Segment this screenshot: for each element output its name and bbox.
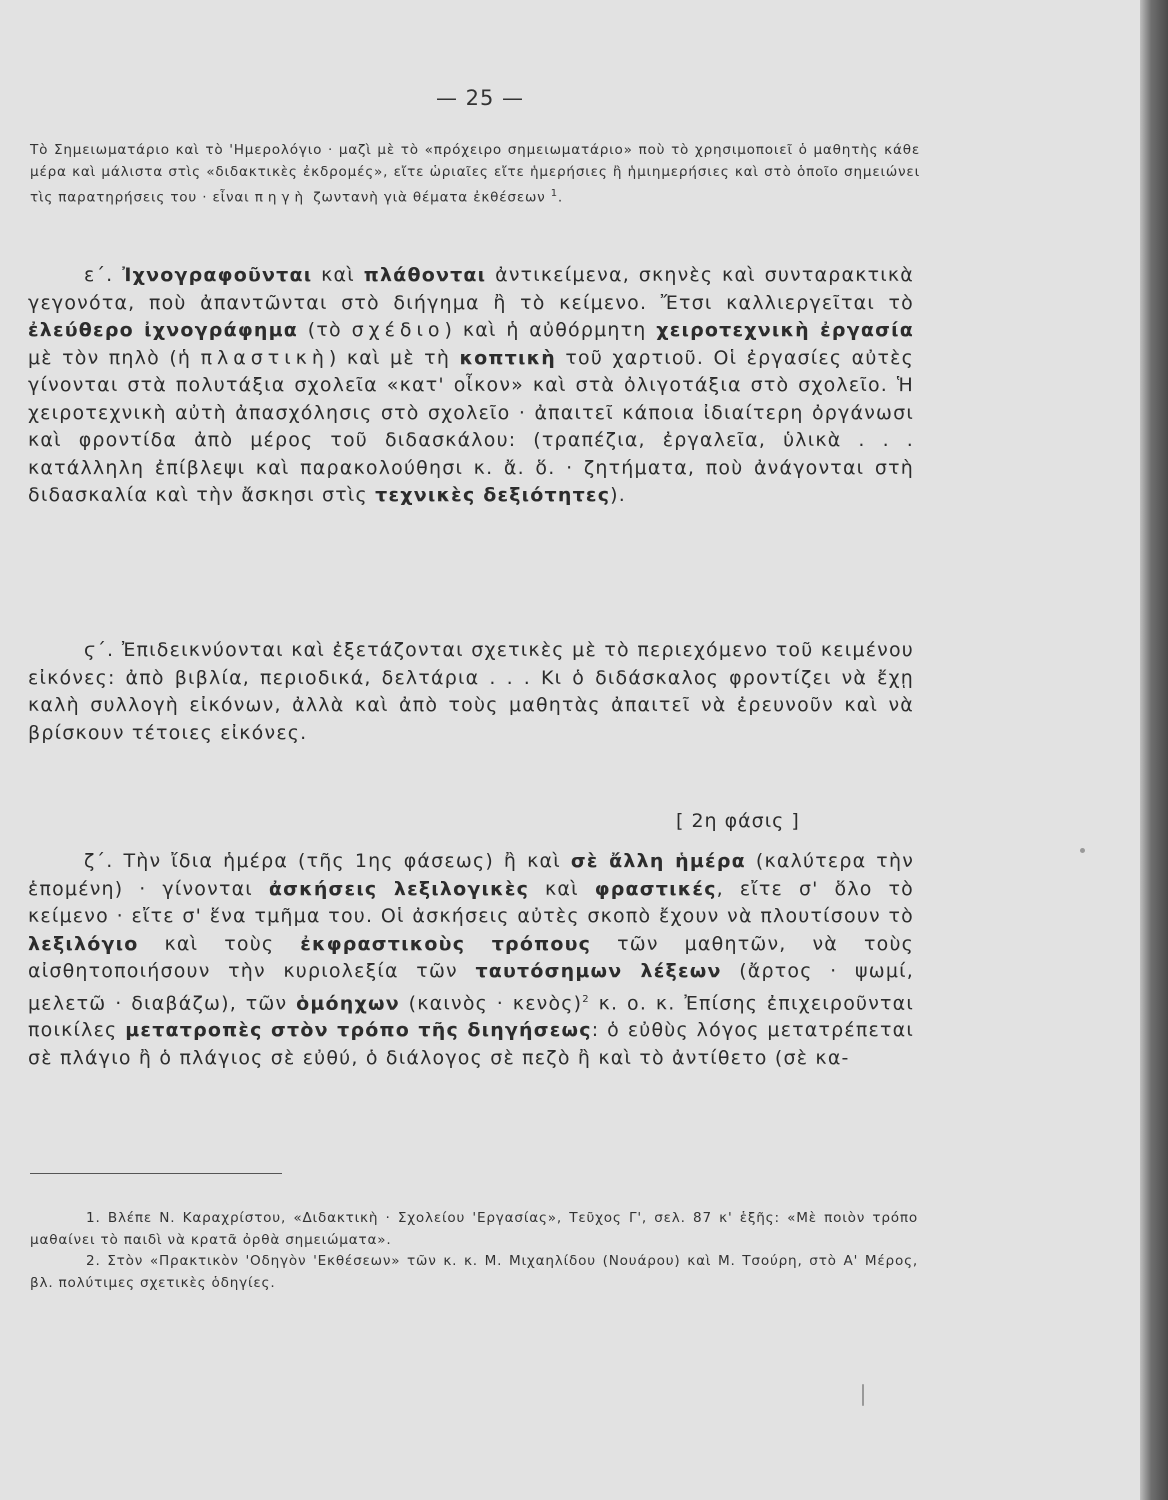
para-e-bold: χειροτεχνικὴ ἐργασία bbox=[656, 319, 914, 341]
para-z-text: τῶν μαθητῶν, νὰ τοὺς αἰσθητοποιήσουν τὴν κυριολεξία τῶν bbox=[28, 932, 914, 982]
para-z-text: : ὁ εὐθὺς λόγος μετατρέπεται σὲ πλάγιο ἢ ὁ πλάγιος σὲ εὐθύ, ὁ διάλογος σὲ πεζὸ ἢ καὶ τὸ ἀντίθετο (σὲ κα- bbox=[28, 1019, 914, 1069]
para-e-number: ε΄. bbox=[84, 264, 114, 286]
para-e-bold: τεχνικὲς δεξιότητες bbox=[375, 484, 611, 506]
para-z-text: καὶ τοὺς bbox=[164, 932, 275, 955]
para-e-bold: Ἰχνογραφοῦνται bbox=[122, 264, 313, 286]
intro-text-end: ζωντανὴ γιὰ θέματα ἐκθέσεων bbox=[313, 189, 546, 206]
para-e-bold: κοπτικὴ bbox=[459, 346, 556, 369]
footnote-ref-1: 1 bbox=[550, 188, 558, 199]
para-e-bold: ἐλεύθερο ἰχνογράφημα bbox=[28, 319, 299, 341]
para-z-text: , εἴτε σ' ὅλο τὸ κείμενο · εἴτε σ' ἕνα τμῆμα του. Οἱ ἀσκήσεις αὐτὲς σκοπὸ ἔχουν νὰ πλουτίσουν τὸ bbox=[28, 877, 914, 927]
para-e-text: καὶ bbox=[321, 264, 355, 286]
para-z-text: (ἄρτος · ψωμί, μελετῶ · διαβάζω), τῶν bbox=[28, 960, 914, 1014]
para-z-bold: σὲ ἄλλη ἡμέρα bbox=[570, 850, 746, 872]
para-z-text: Τὴν ἴδια ἡμέρα (τῆς 1ης φάσεως) ἢ καὶ bbox=[123, 850, 561, 872]
para-z-bold: ἀσκήσεις λεξιλογικὲς bbox=[268, 877, 530, 900]
footnote-2 bbox=[30, 1251, 918, 1294]
paper-mark bbox=[862, 1384, 864, 1406]
intro-paragraph: Τὸ Σημειωματάριο καὶ τὸ 'Ημερολόγιο · μαζὶ μὲ τὸ «πρόχειρο σημειωματάριο» ποὺ τὸ χρησιμοποιεῖ ὁ μαθητὴς κάθε μέρα καὶ μάλιστα στὶς «διδακτικὲς ἐκδρομές», εἴτε ὡριαῖες εἴτε ἡμερήσιες ἢ ἡμιημερήσιες καὶ στὸ ὁποῖο σημειώνει τὶς παρατηρήσεις του · εἶναι πηγὴ ζωντανὴ γιὰ θέματα ἐκθέσεων $^1$. bbox=[30, 142, 920, 206]
para-e-text: τοῦ χαρτιοῦ. Οἱ ἐργασίες αὐτὲς γίνονται στὰ πολυτάξια σχολεῖα «κατ' οἶκον» καὶ στὰ ὀλιγοτάξια στὸ σχολεῖο. Ἡ χειροτεχνικὴ αὐτὴ ἀπασχόλησις στὸ σχολεῖο · ἀπαιτεῖ κάποια ἰδιαίτερη ὀργάνωσι καὶ φροντίδα ἀπὸ μέρος τοῦ διδασκάλου: (τραπέζια, ἐργαλεῖα, ὑλικὰ . . . κατάλληλη ἐπίβλεψι καὶ παρακολούθησι κ. ἄ. ὅ. · ζητήματα, ποὺ ἀνάγονται στὴ διδασκαλία καὶ τὴν ἄσκησι στὶς bbox=[28, 346, 914, 506]
para-z-text: καὶ bbox=[545, 877, 579, 900]
para-e-text: μὲ τὸν πηλὸ (ἡ bbox=[28, 346, 192, 369]
para-e-text: ) καὶ μὲ τὴ bbox=[328, 346, 451, 369]
para-z-bold: μετατροπὲς στὸν τρόπο τῆς διηγήσεως bbox=[125, 1019, 592, 1042]
para-e-text: ) καὶ ἡ αὐθόρμητη bbox=[444, 319, 647, 341]
paragraph-z bbox=[28, 848, 914, 1072]
page-edge-shadow bbox=[1140, 0, 1168, 1500]
para-z-bold: ὁμόηχων bbox=[296, 991, 400, 1014]
footnote-2-text: 2. Στὸν «Πρακτικὸν 'Οδηγὸν 'Εκθέσεων» τῶν κ. κ. Μ. Μιχαηλίδου (Νουάρου) καὶ Μ. Τσούρη, στὸ Α' Μέρος, βλ. πολύτιμες σχετικὲς ὁδηγίες. bbox=[30, 1253, 918, 1291]
para-e-spaced: σχέδιο bbox=[351, 319, 445, 341]
para-st-text: Ἐπιδεικνύονται καὶ ἐξετάζονται σχετικὲς μὲ τὸ περιεχόμενο τοῦ κειμένου εἰκόνες: ἀπὸ βιβλία, περιοδικά, δελτάρια . . . Κι ὁ διδάσκαλος φροντίζει νὰ ἔχῃ καλὴ συλλογὴ εἰκόνων, ἀλλὰ καὶ ἀπὸ τοὺς μαθητὰς ἀπαιτεῖ νὰ ἐρευνοῦν καὶ νὰ βρίσκουν τέτοιες εἰκόνες. bbox=[28, 639, 914, 744]
para-e-bold: πλάθονται bbox=[363, 264, 487, 286]
para-z-number: ζ΄. bbox=[84, 850, 114, 872]
paper-speck bbox=[1080, 848, 1085, 853]
footnotes bbox=[30, 1208, 918, 1294]
para-e-text: ). bbox=[610, 484, 627, 506]
footnote-1 bbox=[30, 1208, 918, 1251]
intro-text: Τὸ Σημειωματάριο καὶ τὸ 'Ημερολόγιο · μαζὶ μὲ τὸ «πρόχειρο σημειωματάριο» ποὺ τὸ χρησιμοποιεῖ ὁ μαθητὴς κάθε μέρα καὶ μάλιστα στὶς «διδακτικὲς ἐκδρομές», εἴτε ὡριαῖες εἴτε ἡμερήσιες ἢ ἡμιημερήσιες καὶ στὸ ὁποῖο σημειώνει τὶς παρατηρήσεις του · εἶναι bbox=[30, 142, 920, 206]
para-z-text: κ. ο. κ. Ἐπίσης ἐπιχειροῦνται ποικίλες bbox=[28, 991, 915, 1042]
para-e-text: ἀντικείμενα, σκηνὲς καὶ συνταρακτικὰ γεγονότα, ποὺ ἀπαντῶνται στὸ διήγημα ἢ τὸ κείμενο. Ἔτσι καλλιεργεῖται τὸ bbox=[28, 264, 914, 314]
para-z-text: (καινὸς · κενὸς) bbox=[408, 991, 583, 1014]
footnote-ref-2: 2 bbox=[582, 993, 590, 1005]
para-st-number: ϛ΄. bbox=[84, 639, 115, 661]
para-z-bold: λεξιλόγιο bbox=[28, 932, 139, 955]
paragraph-st bbox=[28, 637, 914, 747]
paragraph-e bbox=[28, 262, 914, 510]
phase-heading: [ 2η φάσις ] bbox=[676, 810, 800, 832]
para-z-text: (καλύτερα τὴν ἑπομένη) · γίνονται bbox=[28, 850, 915, 900]
para-z-bold: ταυτόσημων λέξεων bbox=[475, 960, 722, 982]
footnote-1-text: 1. Βλέπε Ν. Καραχρίστου, «Διδακτικὴ · Σχολείου 'Εργασίας», Τεῦχος Γ', σελ. 87 κ' ἑξῆς: «Μὲ ποιὸν τρόπο μαθαίνει τὸ παιδὶ νὰ κρατᾶ ὀρθὰ σημειώματα». bbox=[30, 1210, 918, 1248]
footnote-divider bbox=[30, 1173, 282, 1174]
para-z-bold: φραστικές bbox=[594, 877, 717, 900]
page-number: — 25 — bbox=[435, 86, 525, 110]
intro-spaced-word: πηγὴ bbox=[254, 189, 309, 206]
para-z-bold: ἐκφραστικοὺς τρόπους bbox=[300, 932, 592, 955]
para-e-spaced: πλαστικὴ bbox=[200, 346, 329, 369]
para-e-text: (τὸ bbox=[307, 319, 342, 341]
